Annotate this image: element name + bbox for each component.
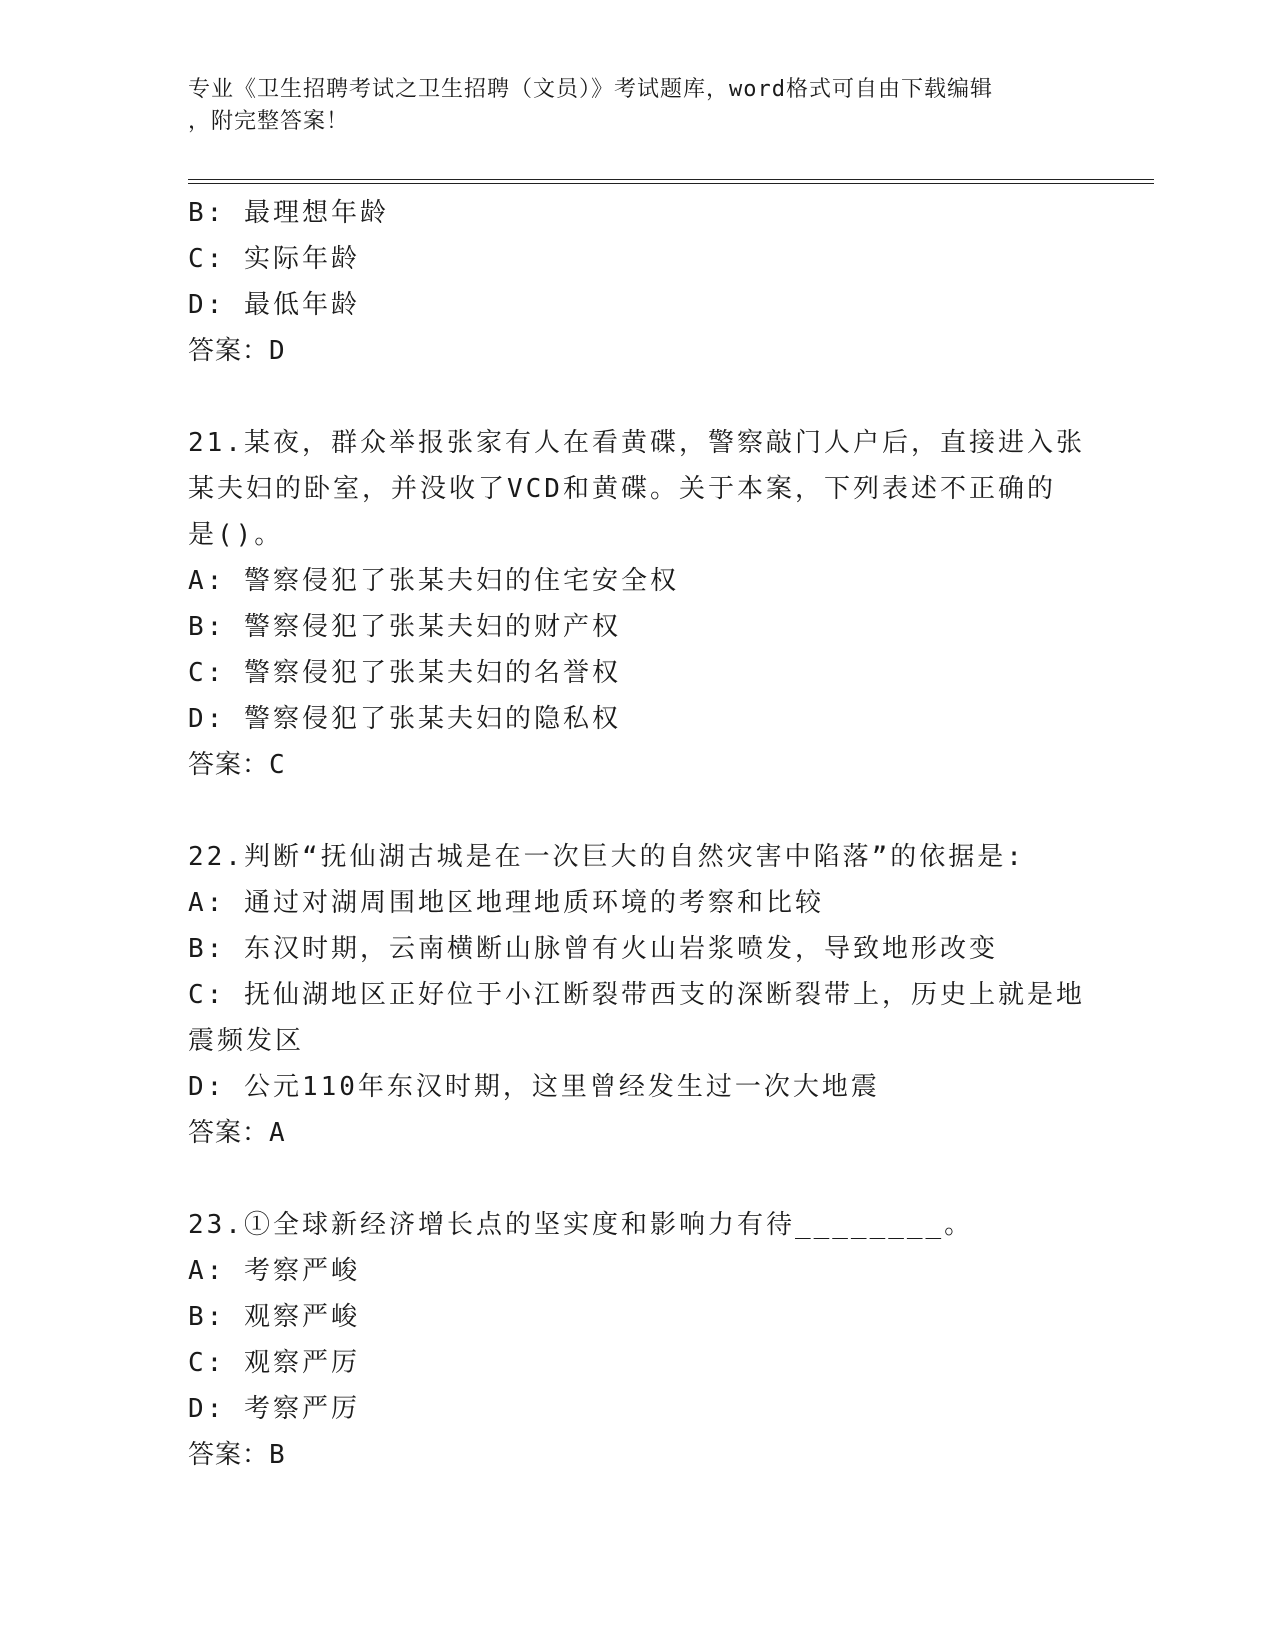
option-d: D: 公元110年东汉时期，这里曾经发生过一次大地震	[188, 1072, 880, 1102]
answer-label: 答案：	[188, 336, 270, 366]
option-c: C: 警察侵犯了张某夫妇的名誉权	[188, 658, 621, 688]
option-b: B: 警察侵犯了张某夫妇的财产权	[188, 612, 621, 642]
option-a: A: 考察严峻	[188, 1256, 360, 1286]
spacer	[188, 374, 1088, 420]
option-d: D: 最低年龄	[188, 290, 360, 320]
answer-line	[188, 742, 1088, 788]
answer-line	[188, 1432, 1088, 1478]
option-c: C: 观察严厉	[188, 1348, 360, 1378]
option-c-continued: 震频发区	[188, 1026, 305, 1056]
option-d: D: 考察严厉	[188, 1394, 360, 1424]
answer-label: 答案：	[188, 1440, 270, 1470]
header-line-2: ，附完整答案！	[188, 109, 350, 134]
spacer	[188, 1156, 1088, 1202]
option-b: B: 观察严峻	[188, 1302, 360, 1332]
question-20-tail	[188, 190, 1088, 374]
answer-line	[188, 328, 1088, 374]
answer-label: 答案：	[188, 750, 270, 780]
question-stem: 21.某夜，群众举报张家有人在看黄碟，警察敲门人户后，直接进入张	[188, 428, 1085, 458]
question-stem: 某夫妇的卧室，并没收了VCD和黄碟。关于本案，下列表述不正确的	[188, 474, 1056, 504]
document-header	[188, 74, 1088, 138]
answer-value: C	[269, 750, 288, 780]
option-a: A: 警察侵犯了张某夫妇的住宅安全权	[188, 566, 679, 596]
spacer	[188, 788, 1088, 834]
header-divider-bottom	[188, 183, 1154, 184]
question-23	[188, 1202, 1088, 1478]
question-stem: 23.①全球新经济增长点的坚实度和影响力有待________。	[188, 1210, 974, 1240]
option-d: D: 警察侵犯了张某夫妇的隐私权	[188, 704, 621, 734]
option-b: B: 东汉时期，云南横断山脉曾有火山岩浆喷发，导致地形改变	[188, 934, 998, 964]
question-21	[188, 420, 1088, 788]
header-divider-top	[188, 179, 1154, 180]
option-c: C: 实际年龄	[188, 244, 360, 274]
header-line-1: 专业《卫生招聘考试之卫生招聘（文员）》考试题库，word格式可自由下载编辑	[188, 77, 993, 102]
answer-label: 答案：	[188, 1118, 270, 1148]
option-a: A: 通过对湖周围地区地理地质环境的考察和比较	[188, 888, 824, 918]
answer-line	[188, 1110, 1088, 1156]
question-list	[188, 190, 1088, 1478]
answer-value: D	[269, 336, 288, 366]
question-stem: 是()。	[188, 520, 284, 550]
question-stem: 22.判断“抚仙湖古城是在一次巨大的自然灾害中陷落”的依据是:	[188, 842, 1025, 872]
question-22	[188, 834, 1088, 1156]
answer-value: B	[269, 1440, 288, 1470]
option-c: C: 抚仙湖地区正好位于小江断裂带西支的深断裂带上，历史上就是地	[188, 980, 1085, 1010]
answer-value: A	[269, 1118, 288, 1148]
option-b: B: 最理想年龄	[188, 198, 389, 228]
